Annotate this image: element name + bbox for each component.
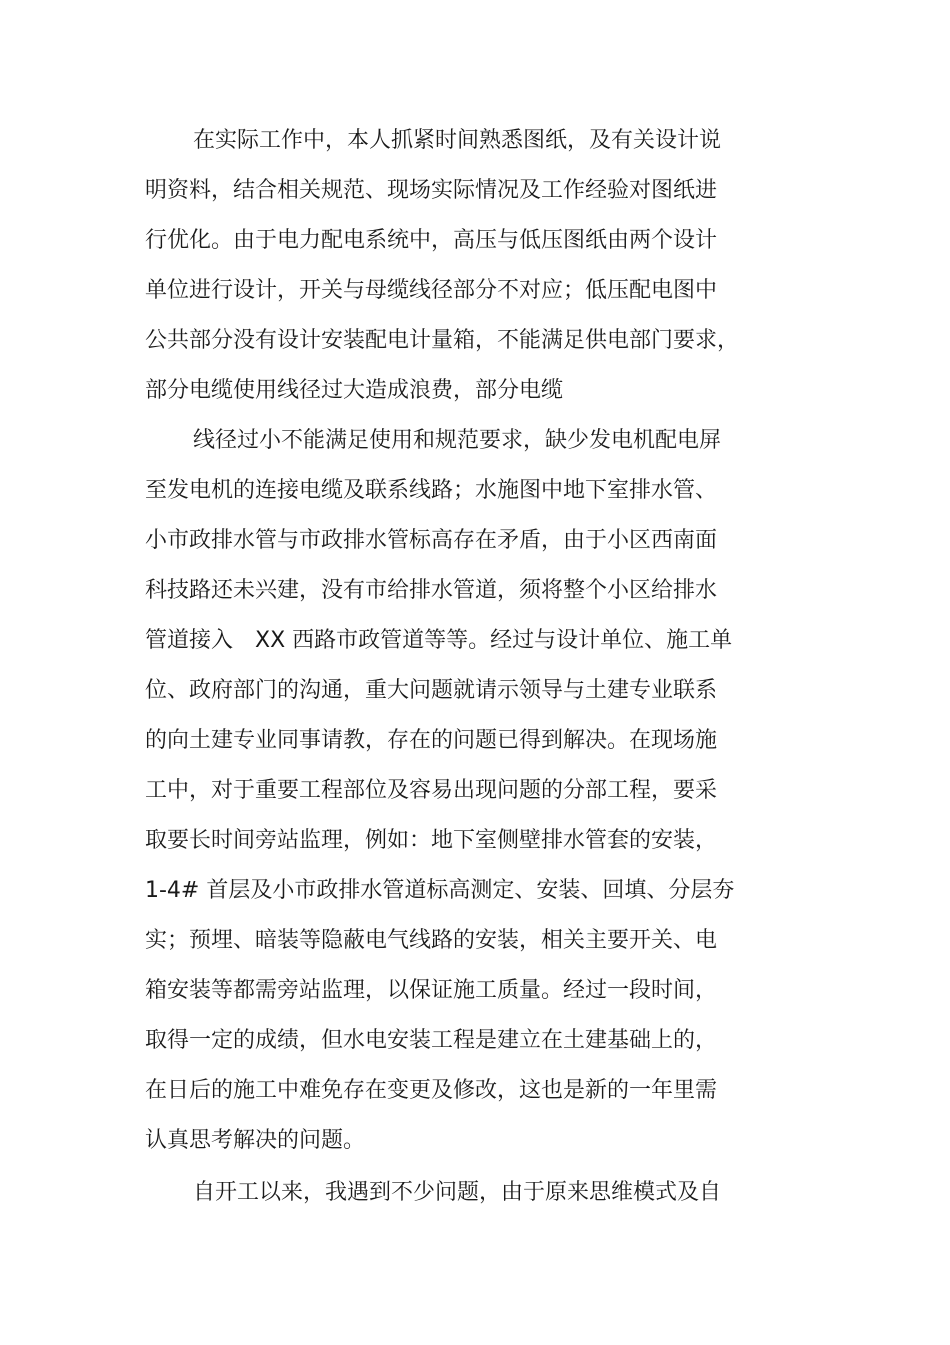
paragraph-2-line-14: 在日后的施工中难免存在变更及修改，这也是新的一年里需	[145, 1078, 718, 1103]
paragraph-2-line-13: 取得一定的成绩，但水电安装工程是建立在土建基础上的，	[145, 1028, 718, 1053]
paragraph-2-line-1: 线径过小不能满足使用和规范要求，缺少发电机配电屏	[193, 428, 722, 453]
paragraph-2-line-10: 1-4# 首层及小市政排水管道标高测定、安装、回填、分层夯	[145, 878, 735, 903]
paragraph-3-line-1: 自开工以来，我遇到不少问题，由于原来思维模式及自	[193, 1180, 722, 1205]
paragraph-2-line-3: 小市政排水管与市政排水管标高存在矛盾，由于小区西南面	[145, 528, 718, 553]
paragraph-1-line-3: 行优化。由于电力配电系统中，高压与低压图纸由两个设计	[145, 228, 718, 253]
paragraph-2-line-5: 管道接入 XX 西路市政管道等等。经过与设计单位、施工单	[145, 628, 733, 653]
paragraph-1-line-6: 部分电缆使用线径过大造成浪费，部分电缆	[145, 378, 564, 403]
paragraph-1-line-5: 公共部分没有设计安装配电计量箱，不能满足供电部门要求，	[145, 328, 740, 353]
paragraph-2-line-11: 实；预埋、暗装等隐蔽电气线路的安装，相关主要开关、电	[145, 928, 718, 953]
paragraph-2-line-2: 至发电机的连接电缆及联系线路；水施图中地下室排水管、	[145, 478, 718, 503]
paragraph-2-line-15: 认真思考解决的问题。	[145, 1128, 366, 1153]
paragraph-1-line-4: 单位进行设计，开关与母缆线径部分不对应；低压配电图中	[145, 278, 718, 303]
paragraph-1-line-2: 明资料，结合相关规范、现场实际情况及工作经验对图纸进	[145, 178, 718, 203]
paragraph-2-line-7: 的向土建专业同事请教，存在的问题已得到解决。在现场施	[145, 728, 718, 753]
paragraph-2-line-9: 取要长时间旁站监理，例如：地下室侧壁排水管套的安装，	[145, 828, 718, 853]
paragraph-1-line-1: 在实际工作中，本人抓紧时间熟悉图纸，及有关设计说	[193, 128, 722, 153]
paragraph-2-line-8: 工中，对于重要工程部位及容易出现问题的分部工程，要采	[145, 778, 718, 803]
paragraph-2-line-12: 箱安装等都需旁站监理，以保证施工质量。经过一段时间，	[145, 978, 718, 1003]
paragraph-2-line-4: 科技路还未兴建，没有市给排水管道，须将整个小区给排水	[145, 578, 718, 603]
paragraph-2-line-6: 位、政府部门的沟通，重大问题就请示领导与土建专业联系	[145, 678, 718, 703]
